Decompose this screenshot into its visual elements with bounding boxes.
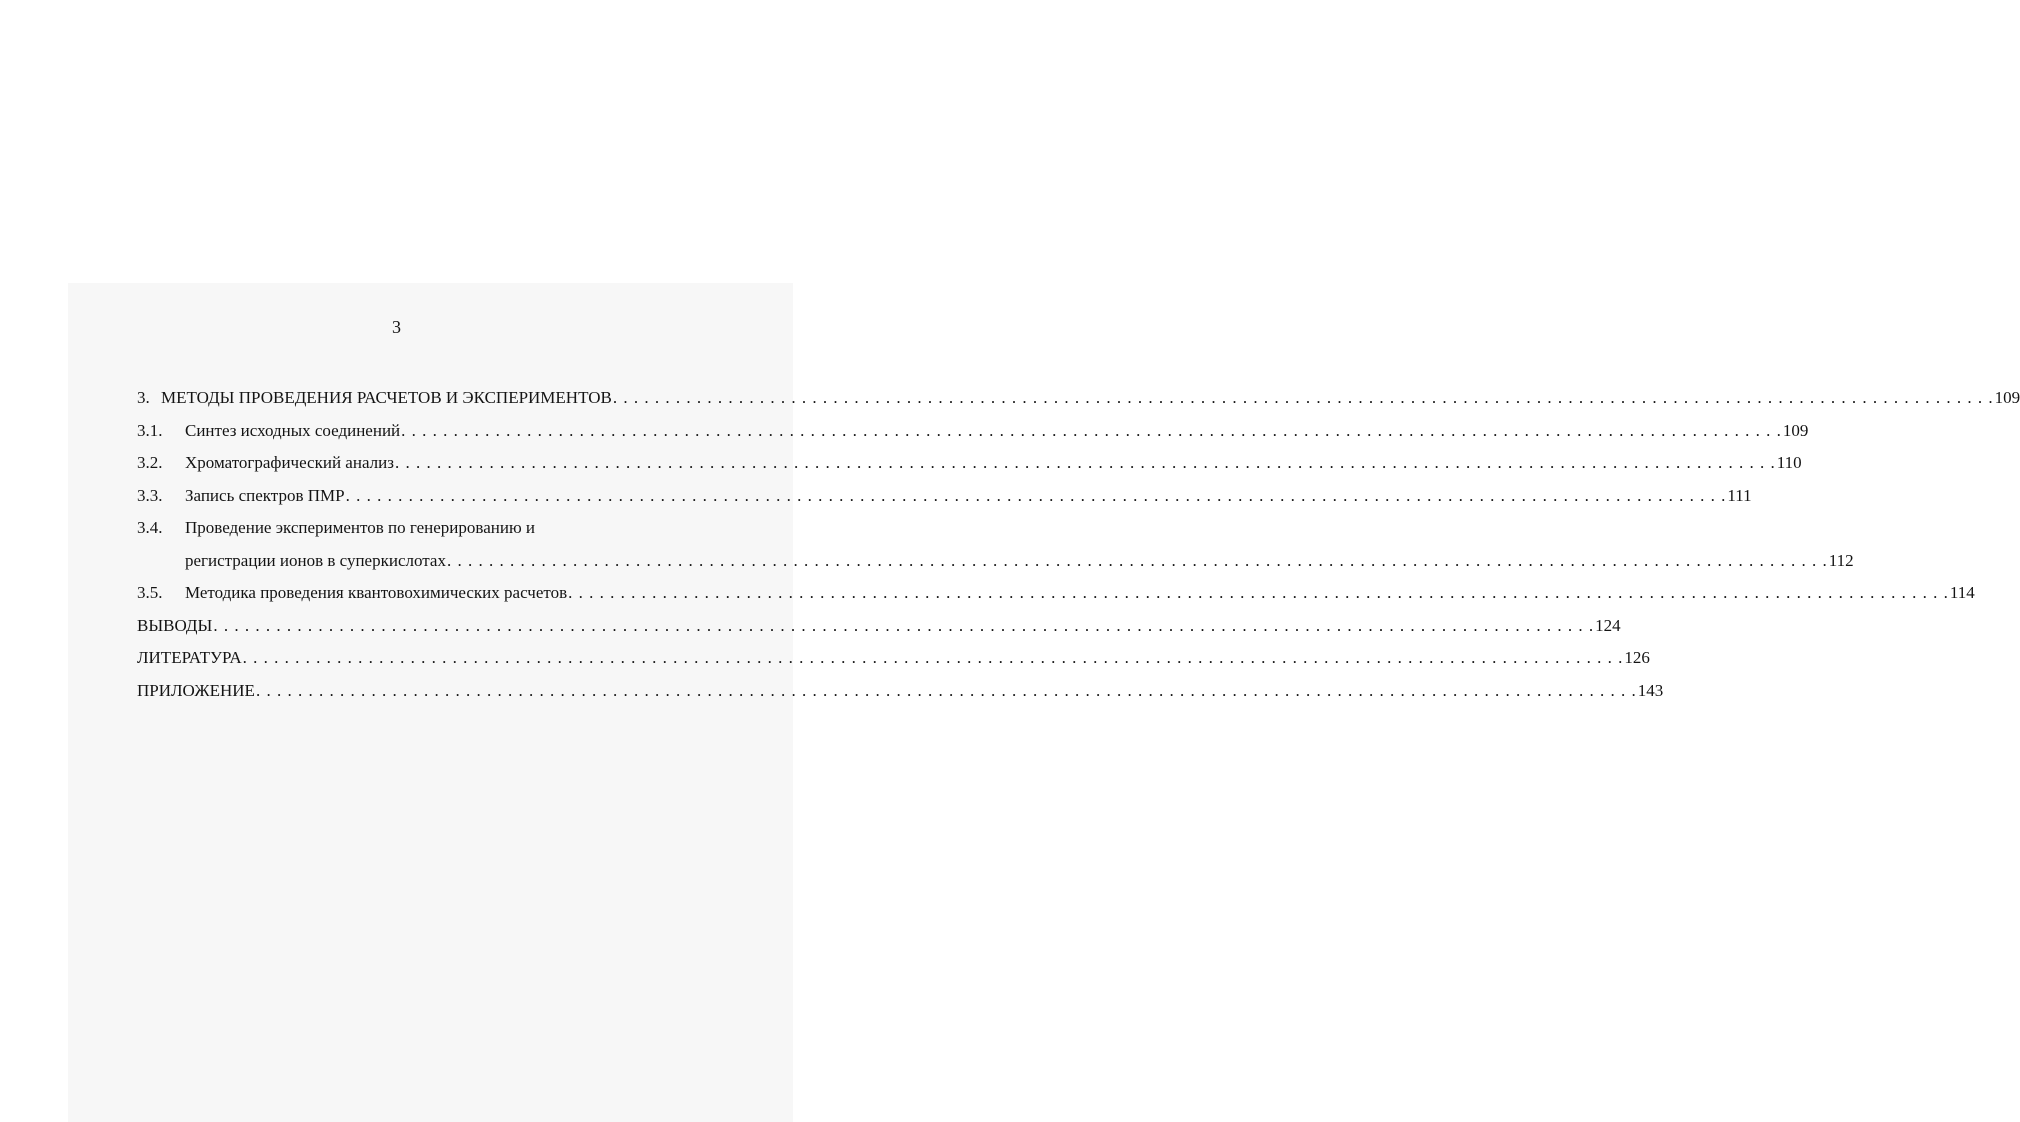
toc-entry-3-1[interactable] <box>137 419 1809 452</box>
dot-leader <box>401 419 1782 443</box>
page-number: 3 <box>392 317 401 337</box>
toc-entry-page: 109 <box>1994 388 2020 407</box>
dot-leader <box>346 484 1727 508</box>
table-of-contents <box>137 386 2020 711</box>
toc-entry-3-5[interactable] <box>137 581 1975 614</box>
toc-entry-title-continuation: регистрации ионов в суперкислотах <box>185 550 446 570</box>
dot-leader <box>256 679 1637 703</box>
dot-leader <box>243 646 1624 670</box>
toc-entry-3[interactable] <box>137 386 2020 419</box>
toc-entry-page: 114 <box>1949 583 1975 602</box>
toc-entry-title: Хроматографический анализ <box>185 453 394 472</box>
toc-entry-title: Методика проведения квантовохимических расчетов <box>185 583 568 602</box>
toc-entry-title: ВЫВОДЫ <box>137 615 213 635</box>
toc-entry-page: 110 <box>1776 453 1802 472</box>
toc-entry-number: 3.2. <box>137 453 163 472</box>
toc-entry-page: 111 <box>1727 485 1752 505</box>
toc-entry-conclusions[interactable] <box>137 614 1621 647</box>
dot-leader <box>613 386 1994 410</box>
toc-entry-page: 124 <box>1595 615 1621 635</box>
toc-entry-page: 143 <box>1637 680 1664 700</box>
toc-entry-appendix[interactable] <box>137 679 1664 712</box>
toc-entry-title: Запись спектров ПМР <box>185 485 345 505</box>
toc-entry-page: 112 <box>1828 550 1854 570</box>
toc-entry-title: ЛИТЕРАТУРА <box>137 648 242 667</box>
toc-entry-literature[interactable] <box>137 646 1650 679</box>
dot-leader <box>213 614 1594 638</box>
dot-leader <box>447 549 1828 573</box>
toc-entry-3-4-continuation[interactable] <box>137 549 1854 582</box>
dot-leader <box>568 581 1949 605</box>
toc-entry-page: 126 <box>1624 648 1650 667</box>
toc-entry-3-3[interactable] <box>137 484 1752 517</box>
toc-entry-title: МЕТОДЫ ПРОВЕДЕНИЯ РАСЧЕТОВ И ЭКСПЕРИМЕНТОВ <box>161 388 612 407</box>
toc-entry-title: Синтез исходных соединений <box>185 420 401 440</box>
toc-entry-3-4[interactable] <box>137 516 722 549</box>
toc-entry-page: 109 <box>1782 420 1809 440</box>
toc-entry-number: 3.4. <box>137 518 163 537</box>
toc-entry-number: 3.1. <box>137 420 163 440</box>
toc-entry-3-2[interactable] <box>137 451 1802 484</box>
toc-entry-number: 3.5. <box>137 583 163 602</box>
toc-entry-number: 3. <box>137 388 150 407</box>
toc-entry-title: Проведение экспериментов по генерированию и <box>185 518 535 537</box>
toc-entry-number: 3.3. <box>137 485 163 505</box>
toc-entry-title: ПРИЛОЖЕНИЕ <box>137 680 255 700</box>
dot-leader <box>395 451 1776 475</box>
